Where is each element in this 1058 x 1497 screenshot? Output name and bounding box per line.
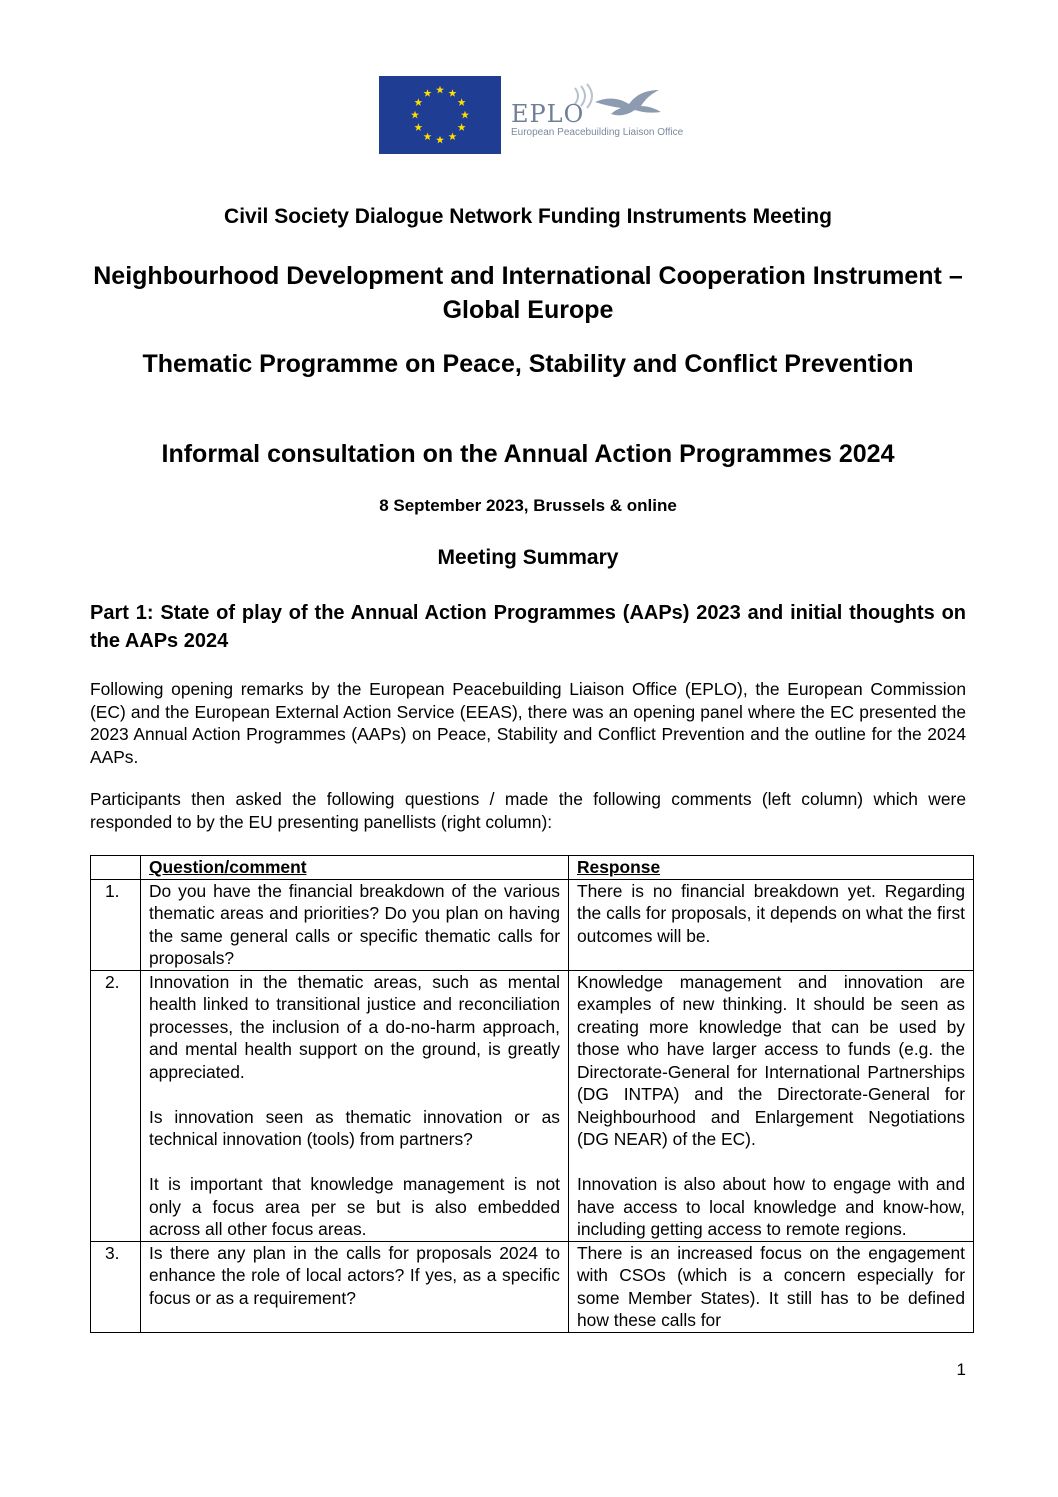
eu-flag-logo	[379, 76, 501, 154]
table-row	[91, 970, 974, 1241]
question-paragraph: Innovation in the thematic areas, such as mental health linked to transitional justice and reconciliation processes, the inclusion of a do-no-harm approach, and mental health support on the ground, is greatly appreciated.	[149, 971, 560, 1082]
summary-title: Meeting Summary	[437, 546, 619, 569]
qa-table	[90, 855, 974, 1333]
response-cell	[569, 970, 974, 1241]
programme-title: Thematic Programme on Peace, Stability and Conflict Prevention	[142, 350, 914, 378]
response-paragraph: Knowledge management and innovation are examples of new thinking. It should be seen as creating more knowledge that can be used by those who have larger access to funds (e.g. the Directorate-General for International Partnerships (DG INTPA) and the Directorate-General for Neighbourhood and Enlargement Negotiations (DG NEAR) of the EC).	[577, 971, 965, 1149]
table-header-row	[91, 856, 974, 880]
table-row	[91, 1241, 974, 1332]
response-paragraph: There is an increased focus on the engagement with CSOs (which is a concern especially for some Member States). It still has to be defined how these calls for	[577, 1242, 965, 1330]
page-number: 1	[956, 1360, 966, 1379]
row-number: 2.	[91, 970, 141, 1241]
row-number: 3.	[91, 1241, 141, 1332]
response-paragraph: There is no financial breakdown yet. Regarding the calls for proposals, it depends on what the first outcomes will be.	[577, 880, 965, 946]
table-row	[91, 879, 974, 970]
table-body	[91, 879, 974, 1332]
intro-paragraph: Following opening remarks by the European Peacebuilding Liaison Office (EPLO), the European Commission (EC) and the European External Action Service (EEAS), there was an opening panel where the EC presented the 2023 Annual Action Programmes (AAPs) on Peace, Stability and Conflict Prevention and the outline for the 2024 AAPs.	[90, 679, 966, 767]
consultation-title: Informal consultation on the Annual Action Programmes 2024	[161, 440, 895, 468]
question-paragraph: Is innovation seen as thematic innovation or as technical innovation (tools) from partners?	[149, 1106, 560, 1149]
question-cell	[141, 879, 569, 970]
eplo-tagline: European Peacebuilding Liaison Office	[511, 127, 684, 138]
response-paragraph: Innovation is also about how to engage with and have access to local knowledge and know-how, including getting access to remote regions.	[577, 1174, 965, 1239]
eplo-name: EPLO	[511, 100, 585, 128]
instrument-title: Neighbourhood Development and International Cooperation Instrument – Global Europe	[93, 262, 963, 324]
header-num	[91, 856, 141, 880]
header-question: Question/comment	[141, 856, 569, 880]
date-location: 8 September 2023, Brussels & online	[379, 496, 677, 515]
question-paragraph: Do you have the financial breakdown of the various thematic areas and priorities? Do you plan on having the same general calls or specific thematic calls for proposals?	[149, 880, 560, 968]
eplo-logo	[507, 76, 684, 154]
response-cell	[569, 1241, 974, 1332]
header-logos	[379, 76, 684, 154]
lead-in-paragraph: Participants then asked the following questions / made the following comments (left column) which were responded to by the EU presenting panellists (right column):	[90, 789, 966, 832]
row-number: 1.	[91, 879, 141, 970]
meeting-title: Civil Society Dialogue Network Funding Instruments Meeting	[224, 205, 832, 228]
part1-heading: Part 1: State of play of the Annual Action Programmes (AAPs) 2023 and initial thoughts on the AAPs 2024	[90, 602, 966, 652]
question-cell	[141, 1241, 569, 1332]
question-paragraph: Is there any plan in the calls for proposals 2024 to enhance the role of local actors? If yes, as a specific focus or as a requirement?	[149, 1242, 560, 1308]
response-cell	[569, 879, 974, 970]
question-cell	[141, 970, 569, 1241]
question-paragraph: It is important that knowledge management is not only a focus area per se but is also embedded across all other focus areas.	[149, 1174, 560, 1239]
header-response: Response	[569, 856, 974, 880]
